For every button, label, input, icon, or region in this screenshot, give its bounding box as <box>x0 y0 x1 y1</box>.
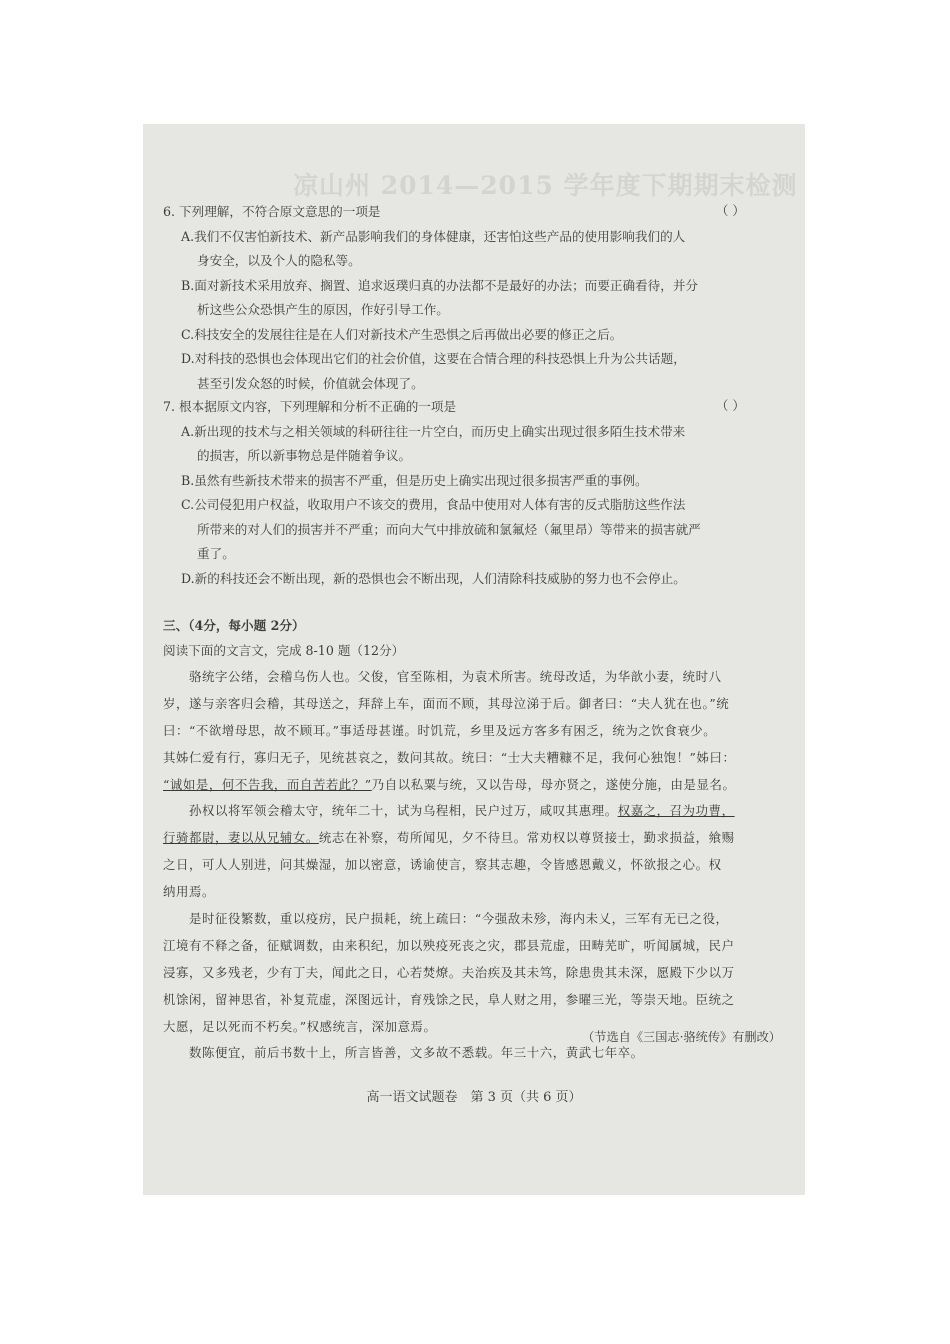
passage-line: 纳用焉。 <box>163 884 215 900</box>
answer-paren: （ ） <box>715 203 745 218</box>
option-a: A.我们不仅害怕新技术、新产品影响我们的身体健康，还害怕这些产品的使用影响我们的人 <box>181 228 686 244</box>
answer-paren: （ ） <box>715 398 745 413</box>
question-7 <box>163 395 753 591</box>
source-citation: （节选自《三国志·骆统传》有删改） <box>582 1030 781 1044</box>
underlined-sentence: 权嘉之，召为功曹， <box>617 803 735 819</box>
option-d: D.新的科技还会不断出现，新的恐惧也会不断出现，人们清除科技威胁的努力也不会停止。 <box>181 570 686 586</box>
section-heading: 三、（4分，每小题 2分） <box>163 618 305 633</box>
section-instruction: 阅读下面的文言文，完成 8-10 题（12分） <box>163 642 405 658</box>
passage-line: 行骑都尉，妻以从兄辅女。统志在补察，苟所闻见，夕不待旦。常劝权以尊贤接士，勤求损益，飨赐 <box>163 830 735 846</box>
bleed-through-heading: 凉山州 2014—2015 学年度下期期末检测 <box>293 171 798 200</box>
option-d: D.对科技的恐惧也会体现出它们的社会价值，这要在合情合理的科技恐惧上升为公共话题， <box>181 351 686 366</box>
option-c: C.公司侵犯用户权益，收取用户不该交的费用，食品中使用对人体有害的反式脂肪这些作法 <box>181 497 686 512</box>
passage-line: 岁，遂与亲客归会稽，其母送之，拜辞上车，面而不顾，其母泣涕于后。御者曰：“夫人犹在也。”统 <box>163 695 730 711</box>
passage-line: 骆统字公绪，会稽乌伤人也。父俊，官至陈相，为袁术所害。统母改适，为华歆小妻，统时八 <box>189 669 722 684</box>
option-c: C.科技安全的发展往往是在人们对新技术产生恐惧之后再做出必要的修正之后。 <box>181 326 623 342</box>
passage-line: 之日，可人人别进，问其燥湿，加以密意，诱谕使言，察其志趣，令皆感恩戴义，怀欲报之心。权 <box>163 857 722 873</box>
passage-line: 浸寡，又多残老，少有丁夫，闻此之日，心若焚燎。夫治疾及其未笃，除患贵其未深，愿殿下少以万 <box>163 964 735 980</box>
passage-line: 是时征役繁数，重以疫疠，民户损耗，统上疏曰：“今强敌未殄，海内未乂，三军有无已之役， <box>189 911 729 927</box>
underlined-sentence: 行骑都尉，妻以从兄辅女。 <box>163 830 319 846</box>
classical-passage <box>163 664 753 1067</box>
question-stem: 6. 下列理解，不符合原文意思的一项是 <box>163 204 381 219</box>
option-b: B.面对新技术采用放弃、搁置、追求返璞归真的办法都不是最好的办法；而要正确看待，并分 <box>181 277 699 293</box>
section-3-header <box>163 614 753 663</box>
scanned-exam-page <box>143 124 805 1195</box>
option-a-cont: 身安全，以及个人的隐私等。 <box>197 253 361 268</box>
question-6 <box>163 200 753 396</box>
passage-line: 机馀闲，留神思省，补复荒虚，深图远计，育残馀之民，阜人财之用，参曜三光，等崇天地。臣统之 <box>163 991 735 1007</box>
passage-line: 其姊仁爱有行，寡归无子，见统甚哀之，数问其故。统曰：“士大夫糟糠不足，我何心独饱！”姊曰： <box>163 749 736 765</box>
passage-line: 江境有不释之备，征赋调数，由来积纪，加以殃疫死丧之灾，郡县荒虚，田畴芜旷，听闻属城，民户 <box>163 937 735 953</box>
question-stem: 7. 根本据原文内容，下列理解和分析不正确的一项是 <box>163 399 457 414</box>
underlined-sentence: “诚如是，何不告我，而自苦若此？” <box>163 776 372 792</box>
passage-line: 曰：“不欲增母思，故不顾耳。”事适母甚谨。时饥荒，乡里及远方客多有困乏，统为之饮食衰少。 <box>163 722 717 738</box>
passage-line: 孙权以将军领会稽太守，统年二十，试为乌程相，民户过万，咸叹其惠理。权嘉之，召为功曹， <box>189 803 735 819</box>
option-d-cont: 甚至引发众怒的时候，价值就会体现了。 <box>197 375 424 391</box>
option-a: A.新出现的技术与之相关领域的科研往往一片空白，而历史上确实出现过很多陌生技术带来 <box>181 423 686 439</box>
page-footer: 高一语文试题卷 第 3 页（共 6 页） <box>366 1090 582 1105</box>
passage-line: “诚如是，何不告我，而自苦若此？”乃自以私粟与统，又以告母，母亦贤之，遂使分施，由是显名。 <box>163 776 736 792</box>
option-a-cont: 的损害，所以新事物总是伴随着争议。 <box>197 448 412 463</box>
option-b: B.虽然有些新技术带来的损害不严重，但是历史上确实出现过很多损害严重的事例。 <box>181 472 648 488</box>
option-c-cont: 所带来的对人们的损害并不严重；而向大气中排放硫和氯氟烃（氟里昂）等带来的损害就严 <box>197 521 701 537</box>
passage-line: 数陈便宜，前后书数十上，所言皆善，文多故不悉载。年三十六，黄武七年卒。 <box>189 1045 644 1061</box>
option-b-cont: 析这些公众恐惧产生的原因，作好引导工作。 <box>197 302 449 317</box>
passage-line: 大愿，足以死而不朽矣。”权感统言，深加意焉。 <box>163 1018 437 1034</box>
option-c-cont: 重了。 <box>197 546 235 561</box>
